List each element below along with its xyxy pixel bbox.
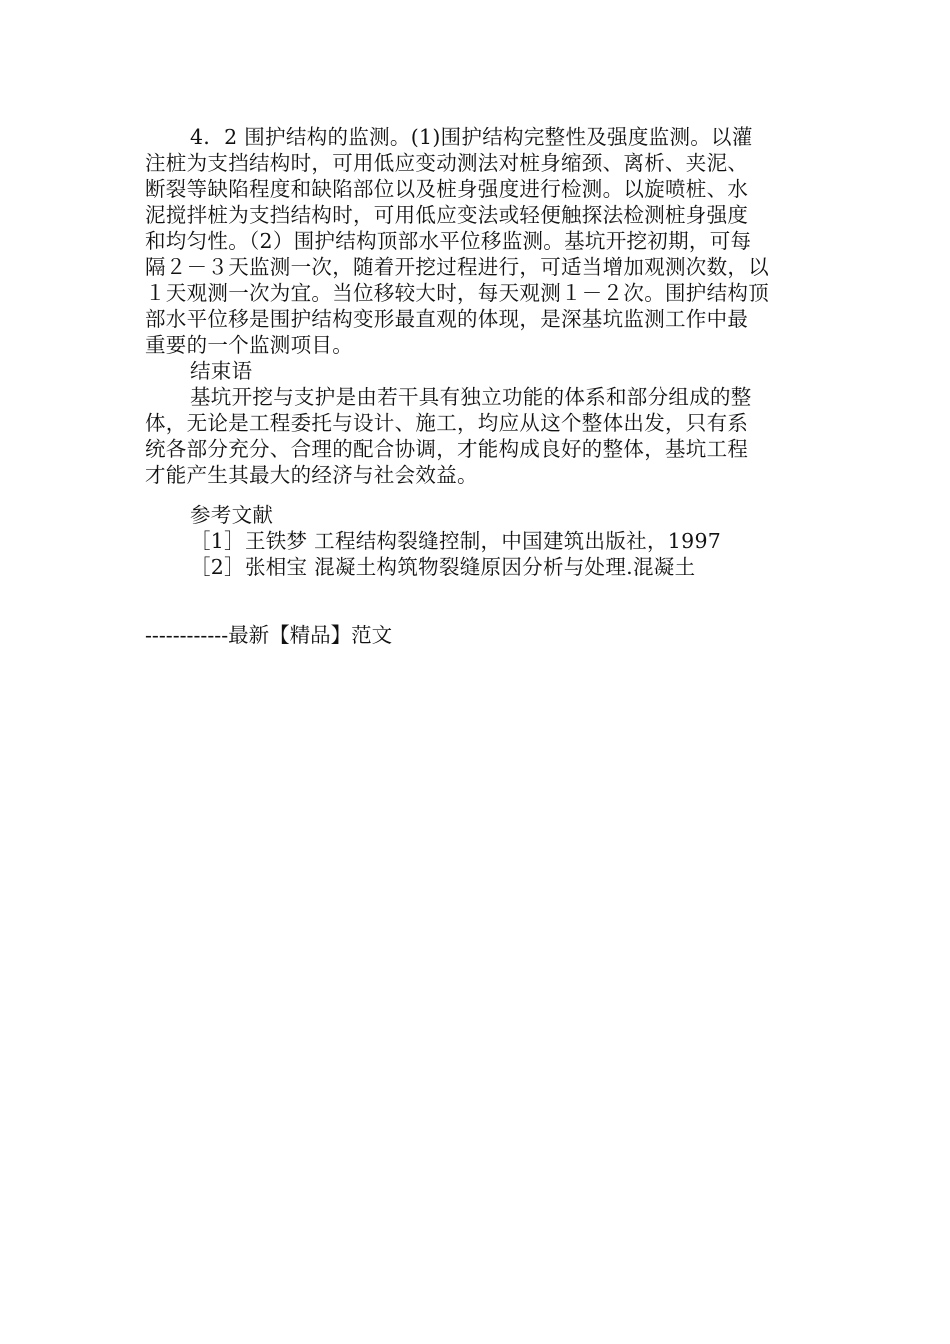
text-line: 才能产生其最大的经济与社会效益。	[145, 463, 478, 487]
text-line: 重要的一个监测项目。	[145, 333, 353, 357]
text-line: 基坑开挖与支护是由若干具有独立功能的体系和部分组成的整	[190, 385, 752, 409]
text-line: 隔２－３天监测一次，随着开挖过程进行，可适当增加观测次数，以	[145, 255, 769, 279]
text-line: 部水平位移是围护结构变形最直观的体现，是深基坑监测工作中最	[145, 307, 749, 331]
text-line: 和均匀性。（2）围护结构顶部水平位移监测。基坑开挖初期，可每	[145, 229, 752, 253]
reference-item: ［2］张相宝 混凝土构筑物裂缝原因分析与处理.混凝土	[190, 555, 696, 579]
text-line: 断裂等缺陷程度和缺陷部位以及桩身强度进行检测。以旋喷桩、水	[145, 177, 749, 201]
text-line: 泥搅拌桩为支挡结构时，可用低应变法或轻便触探法检测桩身强度	[145, 203, 749, 227]
text-line: 注桩为支挡结构时，可用低应变动测法对桩身缩颈、离析、夹泥、	[145, 151, 749, 175]
references-heading: 参考文献	[190, 503, 274, 527]
text-line: １天观测一次为宜。当位移较大时，每天观测１－２次。围护结构顶	[145, 281, 769, 305]
text-line: 体，无论是工程委托与设计、施工，均应从这个整体出发，只有系	[145, 411, 749, 435]
text-line: 统各部分充分、合理的配合协调，才能构成良好的整体，基坑工程	[145, 437, 749, 461]
footer-banner: ------------最新【精品】范文	[145, 623, 393, 647]
conclusion-heading: 结束语	[190, 359, 253, 383]
text-line: 4．2 围护结构的监测。(1)围护结构完整性及强度监测。以灌	[190, 125, 753, 149]
reference-item: ［1］王铁梦 工程结构裂缝控制，中国建筑出版社，1997	[190, 529, 722, 553]
